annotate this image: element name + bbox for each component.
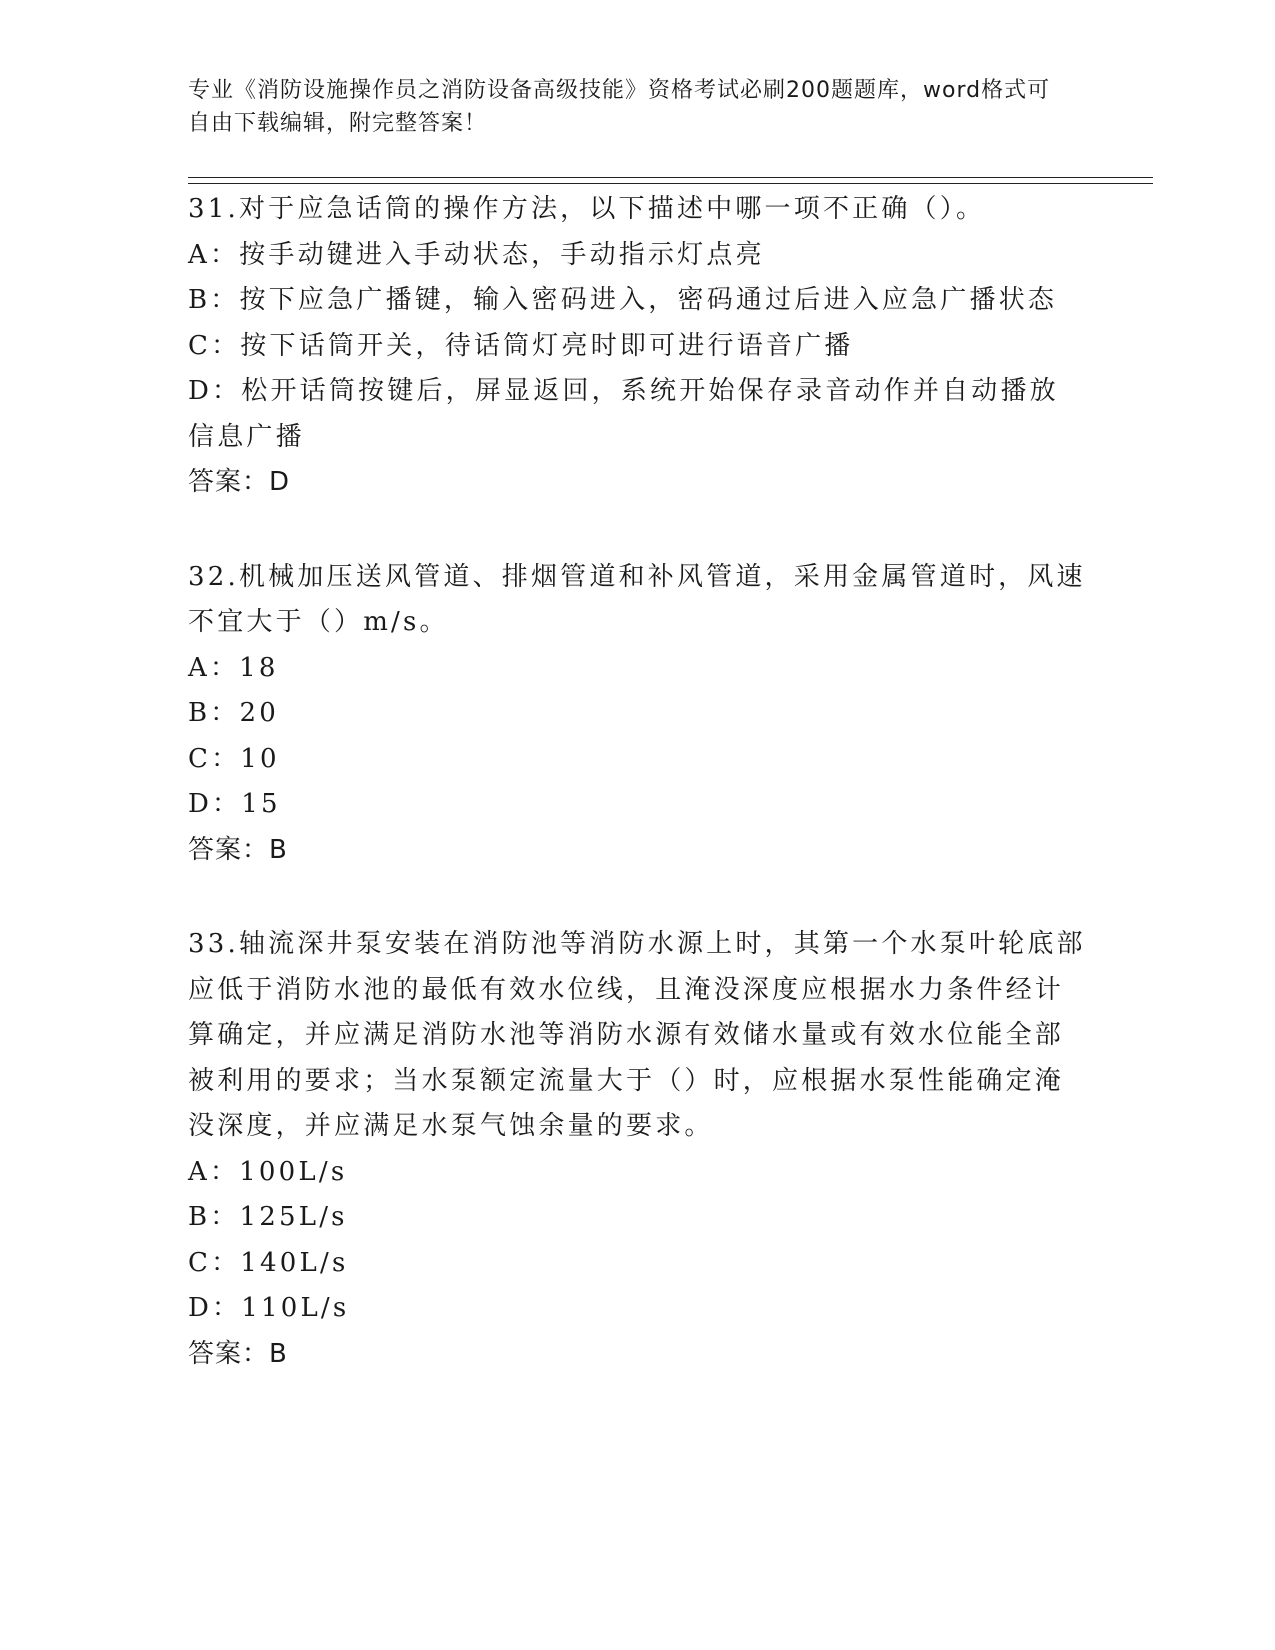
- answer-line: 答案：B: [188, 834, 288, 865]
- option-c: C：140L/s: [188, 1247, 349, 1278]
- question-32: [188, 555, 1088, 874]
- question-31: [188, 187, 1088, 506]
- question-stem: 31.对于应急话筒的操作方法，以下描述中哪一项不正确（）。: [188, 194, 986, 224]
- answer-line: 答案：D: [188, 467, 291, 497]
- question-33: [188, 922, 1088, 1377]
- option-b: B：按下应急广播键，输入密码进入，密码通过后进入应急广播状态: [188, 285, 1058, 315]
- option-b: B：20: [188, 698, 279, 728]
- option-d: D：松开话筒按键后，屏显返回，系统开始保存录音动作并自动播放信息广播: [188, 376, 1059, 452]
- option-d: D：110L/s: [188, 1293, 350, 1323]
- answer-line: 答案：B: [188, 1338, 288, 1369]
- option-b: B：125L/s: [188, 1202, 348, 1232]
- option-a: A：按手动键进入手动状态，手动指示灯点亮: [188, 239, 765, 270]
- header-divider-bottom: [188, 183, 1153, 184]
- question-stem: 33.轴流深井泵安装在消防池等消防水源上时，其第一个水泵叶轮底部应低于消防水池的最低有效水位线，且淹没深度应根据水力条件经计算确定，并应满足消防水池等消防水源有效储水量或有效水位能全部被利用的要求；当水泵额定流量大于（）时，应根据水泵性能确定淹没深度，并应满足水泵气蚀余量的要求。: [188, 929, 1086, 1141]
- question-list: [188, 187, 1088, 1426]
- option-a: A：18: [188, 652, 279, 683]
- option-d: D：15: [188, 789, 281, 819]
- option-c: C：10: [188, 743, 280, 774]
- option-c: C：按下话筒开关，待话筒灯亮时即可进行语音广播: [188, 330, 854, 361]
- document-header: 专业《消防设施操作员之消防设备高级技能》资格考试必刷200题题库，word格式可自由下载编辑，附完整答案！: [188, 78, 1051, 136]
- question-stem: 32.机械加压送风管道、排烟管道和补风管道，采用金属管道时，风速不宜大于（）m/s。: [188, 561, 1086, 637]
- option-a: A：100L/s: [188, 1156, 348, 1187]
- header-divider-top: [188, 177, 1153, 178]
